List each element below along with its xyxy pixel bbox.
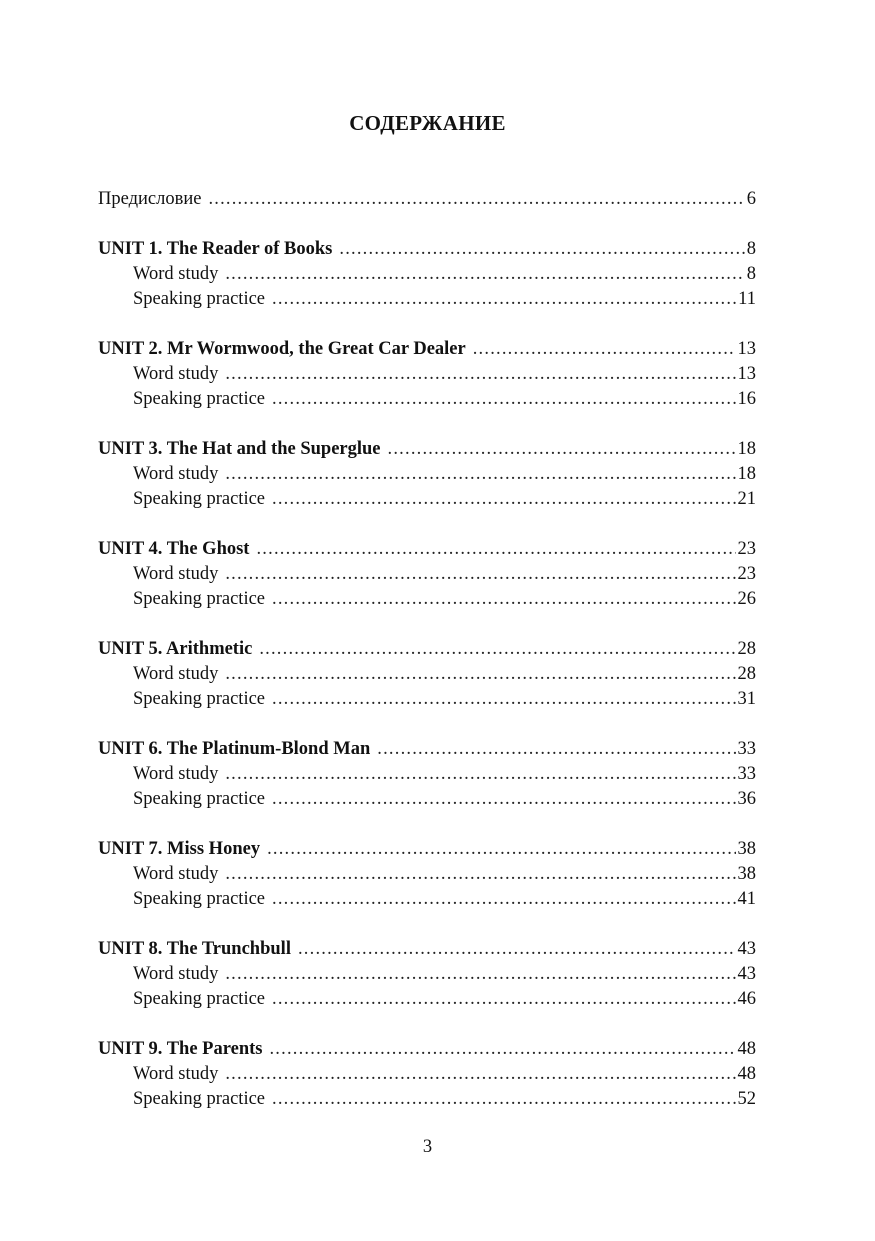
toc-entry-speaking-practice[interactable] bbox=[98, 887, 756, 912]
toc-section-label: Speaking practice bbox=[133, 689, 266, 709]
toc-unit-group bbox=[98, 1037, 756, 1112]
dot-leader bbox=[272, 1087, 735, 1112]
toc-page-number: 41 bbox=[737, 889, 756, 909]
toc-page-number: 21 bbox=[737, 489, 756, 509]
toc-unit-title: UNIT 8. The Trunchbull bbox=[98, 939, 291, 959]
toc-section-label: Word study bbox=[133, 264, 219, 284]
dot-leader bbox=[377, 737, 735, 762]
toc-section-label: Speaking practice bbox=[133, 1089, 266, 1109]
toc-page-number: 28 bbox=[737, 664, 756, 684]
toc-page-number: 16 bbox=[737, 389, 756, 409]
dot-leader bbox=[473, 337, 736, 362]
toc-page-number: 38 bbox=[737, 864, 756, 884]
toc-entry-word-study[interactable] bbox=[98, 662, 756, 687]
toc-page-number: 38 bbox=[737, 839, 756, 859]
dot-leader bbox=[272, 587, 735, 612]
toc-unit-title: UNIT 1. The Reader of Books bbox=[98, 239, 333, 259]
toc-page-number: 43 bbox=[737, 964, 756, 984]
toc-preface-group bbox=[98, 187, 756, 212]
toc-unit-title: UNIT 7. Miss Honey bbox=[98, 839, 261, 859]
toc-page-number: 8 bbox=[746, 264, 756, 284]
dot-leader bbox=[225, 662, 735, 687]
toc-page-number: 26 bbox=[737, 589, 756, 609]
dot-leader bbox=[225, 1062, 735, 1087]
toc-section-label: Word study bbox=[133, 364, 219, 384]
dot-leader bbox=[225, 862, 735, 887]
toc-page-number: 13 bbox=[737, 339, 756, 359]
toc-page-number: 23 bbox=[737, 564, 756, 584]
toc-entry-word-study[interactable] bbox=[98, 362, 756, 387]
toc-unit-title: UNIT 9. The Parents bbox=[98, 1039, 263, 1059]
toc-page-number: 18 bbox=[737, 464, 756, 484]
toc-section-label: Word study bbox=[133, 564, 219, 584]
toc-page-number: 33 bbox=[737, 764, 756, 784]
toc-unit-group bbox=[98, 337, 756, 412]
toc-unit-group bbox=[98, 537, 756, 612]
dot-leader bbox=[272, 987, 735, 1012]
dot-leader bbox=[225, 362, 735, 387]
toc-entry-word-study[interactable] bbox=[98, 562, 756, 587]
toc-entry-word-study[interactable] bbox=[98, 462, 756, 487]
toc-page-number: 28 bbox=[737, 639, 756, 659]
toc-section-label: Speaking practice bbox=[133, 489, 266, 509]
toc-unit-group bbox=[98, 437, 756, 512]
toc-page-number: 8 bbox=[746, 239, 756, 259]
page-title: СОДЕРЖАНИЕ bbox=[349, 111, 506, 135]
toc-entry-unit[interactable] bbox=[98, 237, 756, 262]
toc-entry-speaking-practice[interactable] bbox=[98, 287, 756, 312]
dot-leader bbox=[269, 1037, 735, 1062]
toc-entry-unit[interactable] bbox=[98, 1037, 756, 1062]
toc-entry-label: Предисловие bbox=[98, 189, 202, 209]
toc-entry-speaking-practice[interactable] bbox=[98, 987, 756, 1012]
dot-leader bbox=[225, 462, 735, 487]
toc-page-number: 46 bbox=[737, 989, 756, 1009]
toc-section-label: Word study bbox=[133, 964, 219, 984]
toc-unit-title: UNIT 6. The Platinum-Blond Man bbox=[98, 739, 371, 759]
dot-leader bbox=[225, 762, 735, 787]
toc-unit-group bbox=[98, 237, 756, 312]
dot-leader bbox=[256, 537, 735, 562]
toc-entry-unit[interactable] bbox=[98, 937, 756, 962]
dot-leader bbox=[272, 487, 735, 512]
toc-entry-unit[interactable] bbox=[98, 437, 756, 462]
toc-entry-speaking-practice[interactable] bbox=[98, 687, 756, 712]
dot-leader bbox=[388, 437, 736, 462]
toc-entry-speaking-practice[interactable] bbox=[98, 387, 756, 412]
dot-leader bbox=[267, 837, 735, 862]
dot-leader bbox=[259, 637, 735, 662]
toc-unit-group bbox=[98, 737, 756, 812]
toc-entry-word-study[interactable] bbox=[98, 762, 756, 787]
toc-entry-unit[interactable] bbox=[98, 837, 756, 862]
toc-unit-group bbox=[98, 937, 756, 1012]
toc-page-number: 18 bbox=[737, 439, 756, 459]
toc-unit-group bbox=[98, 637, 756, 712]
toc-section-label: Word study bbox=[133, 464, 219, 484]
toc-page-number: 36 bbox=[737, 789, 756, 809]
dot-leader bbox=[225, 262, 744, 287]
toc-entry-unit[interactable] bbox=[98, 537, 756, 562]
dot-leader bbox=[339, 237, 744, 262]
dot-leader bbox=[272, 387, 735, 412]
toc-entry-preface[interactable] bbox=[98, 187, 756, 212]
toc-section-label: Speaking practice bbox=[133, 989, 266, 1009]
toc-page-number: 11 bbox=[738, 289, 756, 309]
toc-section-label: Word study bbox=[133, 764, 219, 784]
toc-entry-word-study[interactable] bbox=[98, 862, 756, 887]
toc-section-label: Speaking practice bbox=[133, 389, 266, 409]
toc-section-label: Speaking practice bbox=[133, 889, 266, 909]
toc-entry-word-study[interactable] bbox=[98, 962, 756, 987]
toc-page-number: 33 bbox=[737, 739, 756, 759]
dot-leader bbox=[208, 187, 744, 212]
dot-leader bbox=[272, 287, 736, 312]
toc-section-label: Word study bbox=[133, 664, 219, 684]
toc-section-label: Speaking practice bbox=[133, 589, 266, 609]
dot-leader bbox=[225, 562, 735, 587]
toc-entry-speaking-practice[interactable] bbox=[98, 787, 756, 812]
toc-page-number: 31 bbox=[737, 689, 756, 709]
dot-leader bbox=[298, 937, 736, 962]
table-of-contents bbox=[98, 187, 756, 1137]
toc-section-label: Word study bbox=[133, 864, 219, 884]
dot-leader bbox=[225, 962, 735, 987]
toc-page-number: 48 bbox=[737, 1064, 756, 1084]
dot-leader bbox=[272, 687, 735, 712]
toc-entry-unit[interactable] bbox=[98, 637, 756, 662]
toc-entry-unit[interactable] bbox=[98, 337, 756, 362]
toc-entry-unit[interactable] bbox=[98, 737, 756, 762]
toc-page-number: 48 bbox=[737, 1039, 756, 1059]
toc-unit-title: UNIT 2. Mr Wormwood, the Great Car Dealer bbox=[98, 339, 466, 359]
toc-unit-title: UNIT 4. The Ghost bbox=[98, 539, 250, 559]
toc-entry-speaking-practice[interactable] bbox=[98, 1087, 756, 1112]
toc-section-label: Word study bbox=[133, 1064, 219, 1084]
dot-leader bbox=[272, 887, 735, 912]
toc-page-number: 43 bbox=[737, 939, 756, 959]
toc-section-label: Speaking practice bbox=[133, 789, 266, 809]
toc-entry-word-study[interactable] bbox=[98, 262, 756, 287]
toc-page-number: 13 bbox=[737, 364, 756, 384]
toc-unit-title: UNIT 5. Arithmetic bbox=[98, 639, 253, 659]
toc-entry-word-study[interactable] bbox=[98, 1062, 756, 1087]
toc-entry-speaking-practice[interactable] bbox=[98, 587, 756, 612]
page-number: 3 bbox=[422, 1137, 433, 1157]
toc-entry-speaking-practice[interactable] bbox=[98, 487, 756, 512]
dot-leader bbox=[272, 787, 735, 812]
toc-section-label: Speaking practice bbox=[133, 289, 266, 309]
toc-page-number: 23 bbox=[737, 539, 756, 559]
toc-unit-group bbox=[98, 837, 756, 912]
toc-unit-title: UNIT 3. The Hat and the Superglue bbox=[98, 439, 381, 459]
toc-page-number: 52 bbox=[737, 1089, 756, 1109]
toc-page-number: 6 bbox=[746, 189, 756, 209]
